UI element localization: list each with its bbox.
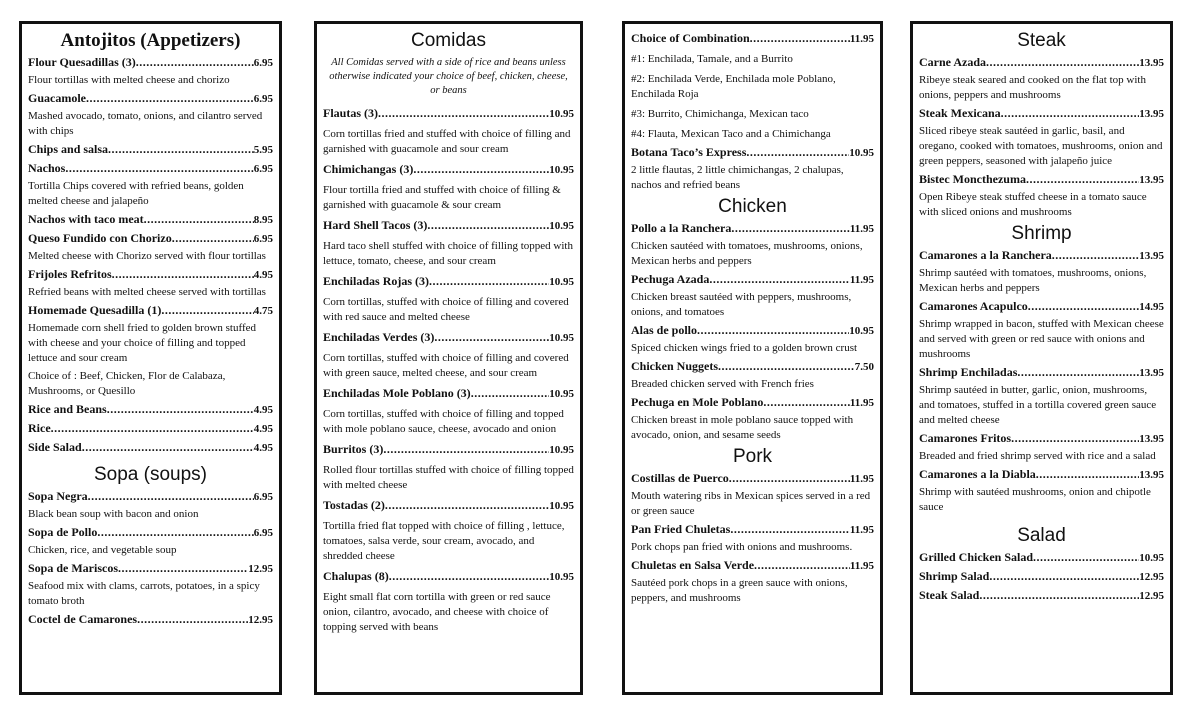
- menu-item: Enchiladas Verdes (3) ..... 10.95: [323, 330, 574, 346]
- menu-item: Choice of Combination ..... 11.95: [631, 31, 874, 47]
- menu-item: Alas de pollo ..... 10.95: [631, 323, 874, 339]
- menu-item: Sopa Negra ..... 6.95: [28, 489, 273, 505]
- menu-item: Pan Fried Chuletas ..... 11.95: [631, 522, 874, 538]
- combo-line: #3: Burrito, Chimichanga, Mexican taco: [631, 108, 809, 120]
- menu-item: Pechuga Azada ..... 11.95: [631, 272, 874, 288]
- item-description: Corn tortillas, stuffed with choice of filling and covered with red sauce and melted cheese: [323, 296, 569, 323]
- menu-item: Queso Fundido con Chorizo ..... 6.95: [28, 231, 273, 247]
- section-title-appetizers: Antojitos (Appetizers): [60, 30, 241, 51]
- menu-item: Camarones a la Ranchera ..... 13.95: [919, 248, 1164, 264]
- item-description: Tortilla Chips covered with refried beans, golden melted cheese and jalapeño: [28, 180, 244, 207]
- menu-item: Pollo a la Ranchera ..... 11.95: [631, 221, 874, 237]
- item-description: Spiced chicken wings fried to a golden brown crust: [631, 342, 858, 354]
- section-title-chicken: Chicken: [718, 196, 787, 217]
- item-description: Black bean soup with bacon and onion: [28, 508, 199, 520]
- item-description: Seafood mix with clams, carrots, potatoes, in a spicy tomato broth: [28, 580, 260, 607]
- item-description: Breaded chicken served with French fries: [631, 378, 814, 390]
- item-choice-note: Choice of : Beef, Chicken, Flor de Calabaza, Mushrooms, or Quesillo: [28, 370, 226, 397]
- menu-item: Camarones Fritos ..... 13.95: [919, 431, 1164, 447]
- menu-item: Chips and salsa ..... 5.95: [28, 142, 273, 158]
- item-description: Sautéed pork chops in a green sauce with onions, peppers, and mushrooms: [631, 577, 848, 604]
- item-description: Chicken breast in mole poblano sauce topped with avocado, onion, and sesame seeds: [631, 414, 854, 441]
- combinations-panel: [622, 21, 883, 695]
- menu-item: Chimichangas (3) ..... 10.95: [323, 162, 574, 178]
- item-description: Sliced ribeye steak sautéed in garlic, basil, and oregano, cooked with tomatoes, mushrooms, onion and green peppers, seasoned with jalapeño juice: [919, 125, 1163, 167]
- menu-item: Homemade Quesadilla (1) ..... 4.75: [28, 303, 273, 319]
- appetizers-panel: [19, 21, 282, 695]
- item-description: Chicken sautéed with tomatoes, mushrooms, onions, Mexican herbs and peppers: [631, 240, 863, 267]
- menu-item: Burritos (3) ..... 10.95: [323, 442, 574, 458]
- menu-item: Steak Mexicana ..... 13.95: [919, 106, 1164, 122]
- menu-item: Grilled Chicken Salad ..... 10.95: [919, 550, 1164, 566]
- section-title-shrimp: Shrimp: [1011, 223, 1072, 244]
- item-description: Rolled flour tortillas stuffed with choice of filling topped with melted cheese: [323, 464, 574, 491]
- menu-item: Rice ..... 4.95: [28, 421, 273, 437]
- menu-item: Shrimp Salad ..... 12.95: [919, 569, 1164, 585]
- menu-item: Sopa de Pollo ..... 6.95: [28, 525, 273, 541]
- section-title-pork: Pork: [732, 446, 773, 467]
- comidas-panel: [314, 21, 583, 695]
- item-description: Corn tortillas fried and stuffed with choice of filling and garnished with guacamole and sour cream: [323, 128, 571, 155]
- menu-item: Nachos ..... 6.95: [28, 161, 273, 177]
- menu-item: Pechuga en Mole Poblano ..... 11.95: [631, 395, 874, 411]
- item-description: Shrimp with sautéed mushrooms, onion and chipotle sauce: [919, 486, 1151, 513]
- menu-item: Enchiladas Mole Poblano (3) ..... 10.95: [323, 386, 574, 402]
- item-description: Hard taco shell stuffed with choice of filling topped with lettuce, tomato, cheese, and sour cream: [323, 240, 573, 267]
- menu-item: Shrimp Enchiladas ..... 13.95: [919, 365, 1164, 381]
- menu-item: Sopa de Mariscos ..... 12.95: [28, 561, 273, 577]
- menu-item: Coctel de Camarones ..... 12.95: [28, 612, 273, 628]
- combo-line: #2: Enchilada Verde, Enchilada mole Poblano, Enchilada Roja: [631, 73, 836, 100]
- menu-item: Costillas de Puerco ..... 11.95: [631, 471, 874, 487]
- section-title-comidas: Comidas: [411, 30, 486, 51]
- menu-item: Chalupas (8) ..... 10.95: [323, 569, 574, 585]
- item-description: Flour tortillas with melted cheese and chorizo: [28, 74, 230, 86]
- section-title-salad: Salad: [1017, 525, 1066, 546]
- menu-item: Side Salad ..... 4.95: [28, 440, 273, 456]
- item-description: Refried beans with melted cheese served with tortillas: [28, 286, 266, 298]
- item-description: Homemade corn shell fried to golden brown stuffed with cheese and your choice of filling and topped lettuce and sour cream: [28, 322, 256, 364]
- item-description: Ribeye steak seared and cooked on the flat top with onions, peppers and mushrooms: [919, 74, 1146, 101]
- item-description: Chicken, rice, and vegetable soup: [28, 544, 177, 556]
- item-description: Eight small flat corn tortilla with green or red sauce onion, cilantro, avocado, and cheese with choice of topping served with beans: [323, 591, 551, 633]
- menu-item: Rice and Beans ..... 4.95: [28, 402, 273, 418]
- menu-item: Enchiladas Rojas (3) ..... 10.95: [323, 274, 574, 290]
- menu-item: Guacamole ..... 6.95: [28, 91, 273, 107]
- item-description: Mashed avocado, tomato, onions, and cilantro served with chips: [28, 110, 263, 137]
- section-title-steak: Steak: [1017, 30, 1066, 51]
- menu-item: Nachos with taco meat ..... 8.95: [28, 212, 273, 228]
- menu-item: Bistec Moncthezuma ..... 13.95: [919, 172, 1164, 188]
- item-description: Melted cheese with Chorizo served with flour tortillas: [28, 250, 266, 262]
- item-description: Mouth watering ribs in Mexican spices served in a red or green sauce: [631, 490, 871, 517]
- item-description: Chicken breast sautéed with peppers, mushrooms, onions, and tomatoes: [631, 291, 852, 318]
- menu-item: Botana Taco’s Express ..... 10.95: [631, 145, 874, 161]
- menu-item: Carne Azada ..... 13.95: [919, 55, 1164, 71]
- item-description: Corn tortillas, stuffed with choice of filling and topped with mole poblano sauce, cheese, avocado and onion: [323, 408, 564, 435]
- item-description: Open Ribeye steak stuffed cheese in a tomato sauce with sliced onions and mushrooms: [919, 191, 1147, 218]
- item-description: Tortilla fried flat topped with choice of filling , lettuce, tomatoes, salsa verde, sour cream, avocado, and shredded cheese: [323, 520, 565, 562]
- menu-item: Flautas (3) ..... 10.95: [323, 106, 574, 122]
- item-description: Flour tortilla fried and stuffed with choice of filling & garnished with guacamole & sour cream: [323, 184, 561, 211]
- menu-item: Chicken Nuggets ..... 7.50: [631, 359, 874, 375]
- combo-line: #1: Enchilada, Tamale, and a Burrito: [631, 53, 793, 65]
- item-description: Shrimp wrapped in bacon, stuffed with Mexican cheese and served with green or red sauce with onions and mushrooms: [919, 318, 1164, 360]
- combo-line: #4: Flauta, Mexican Taco and a Chimichanga: [631, 128, 831, 140]
- item-description: Breaded and fried shrimp served with rice and a salad: [919, 450, 1156, 462]
- menu-item: Flour Quesadillas (3) ..... 6.95: [28, 55, 273, 71]
- item-description: Pork chops pan fried with onions and mushrooms.: [631, 541, 853, 553]
- comidas-note: All Comidas served with a side of rice and beans unless otherwise indicated your choice of beef, chicken, cheese, or beans: [329, 57, 568, 96]
- item-description: Shrimp sautéed with tomatoes, mushrooms, onions, Mexican herbs and peppers: [919, 267, 1147, 294]
- menu-item: Steak Salad ..... 12.95: [919, 588, 1164, 604]
- menu-item: Camarones a la Diabla ..... 13.95: [919, 467, 1164, 483]
- menu-item: Tostadas (2) ..... 10.95: [323, 498, 574, 514]
- item-description: Corn tortillas, stuffed with choice of filling and covered with green sauce, melted cheese, and sour cream: [323, 352, 569, 379]
- item-description: 2 little flautas, 2 little chimichangas, 2 chalupas, nachos and refried beans: [631, 164, 844, 191]
- section-title-soups: Sopa (soups): [93, 464, 207, 485]
- steak-shrimp-salad-panel: [910, 21, 1173, 695]
- item-description: Shrimp sautéed in butter, garlic, onion, mushrooms, and tomatoes, stuffed in a tortilla covered green sauce and melted cheese: [919, 384, 1157, 426]
- menu-item: Hard Shell Tacos (3) ..... 10.95: [323, 218, 574, 234]
- menu-item: Frijoles Refritos ..... 4.95: [28, 267, 273, 283]
- menu-item: Camarones Acapulco ..... 14.95: [919, 299, 1164, 315]
- menu-item: Chuletas en Salsa Verde ..... 11.95: [631, 558, 874, 574]
